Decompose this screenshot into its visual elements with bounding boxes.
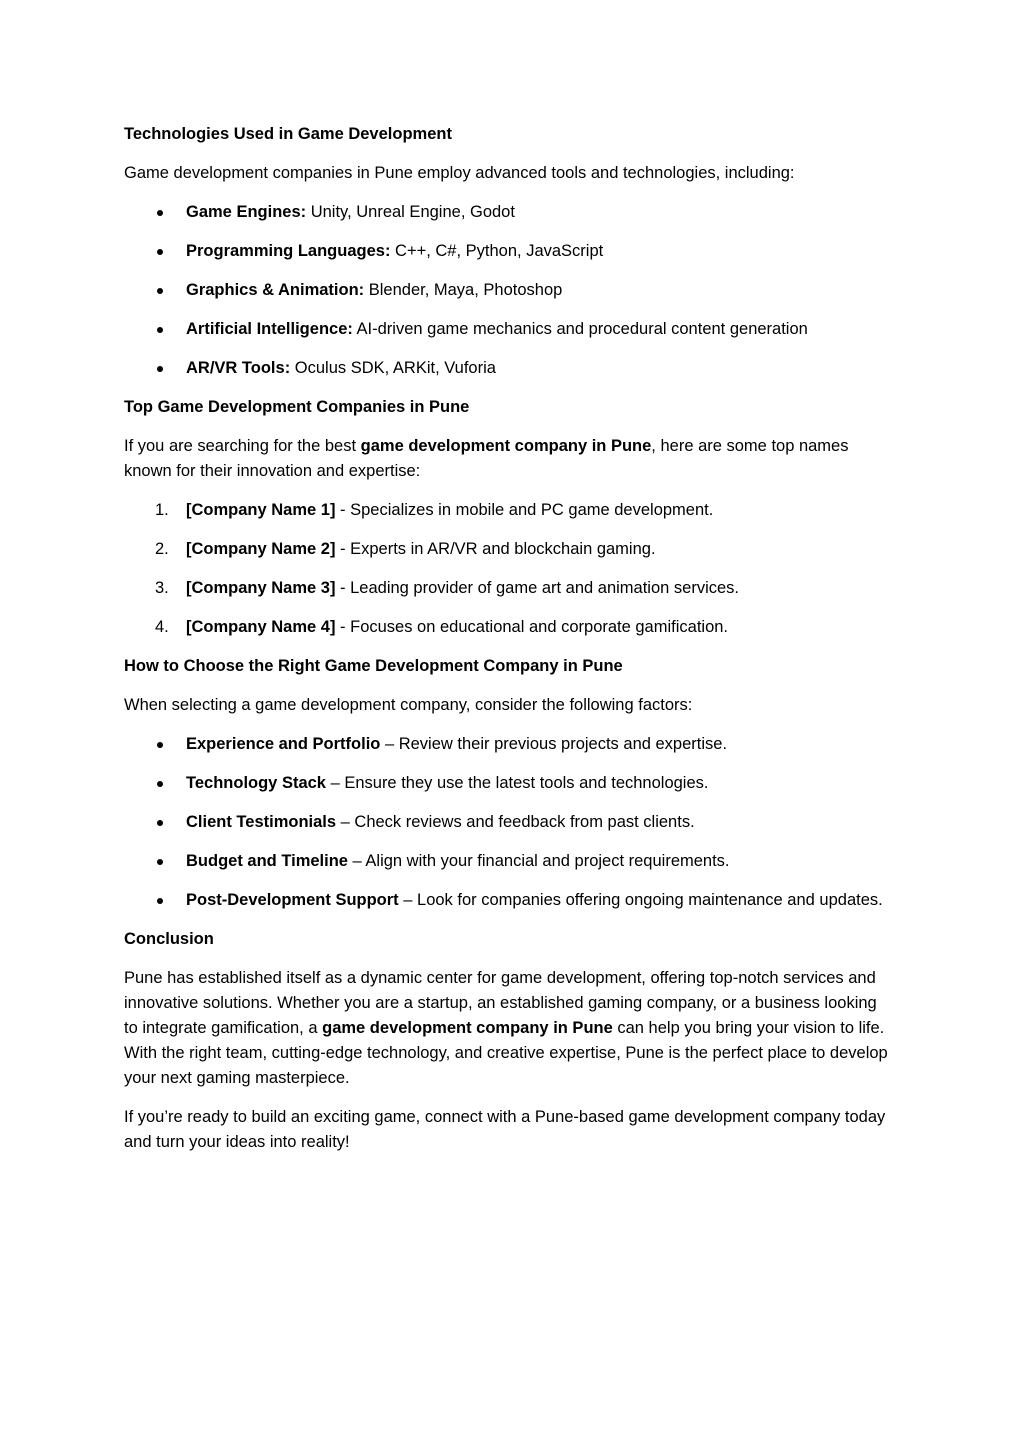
technologies-heading: Technologies Used in Game Development (124, 125, 452, 143)
choose-list (124, 732, 889, 913)
item-label: Budget and Timeline (186, 852, 348, 870)
bullet-icon (155, 356, 165, 372)
bullet-icon (155, 278, 165, 294)
top-companies-list (124, 498, 889, 640)
list-item (124, 537, 889, 562)
bullet-icon (155, 849, 165, 865)
bullet-icon (155, 200, 165, 216)
technologies-intro: Game development companies in Pune employ advanced tools and technologies, including: (124, 164, 795, 182)
list-item (124, 239, 889, 264)
item-text: - Specializes in mobile and PC game development. (335, 501, 714, 519)
item-label: Graphics & Animation: (186, 281, 365, 299)
list-item (124, 278, 889, 303)
item-text: - Leading provider of game art and animation services. (335, 579, 740, 597)
item-text: Blender, Maya, Photoshop (364, 281, 563, 299)
intro-text: If you are searching for the best (124, 437, 361, 455)
bullet-icon (155, 317, 165, 333)
list-item (124, 771, 889, 796)
list-item (124, 498, 889, 523)
item-label: [Company Name 4] (186, 618, 336, 636)
paragraph-text: Pune has established itself as a dynamic center for game development, offering top-notch services and innovative solutions. Whether you are a startup, an established gaming company, or a business looking to integrate gamification, a (124, 969, 877, 1037)
item-number: 3. (155, 579, 169, 597)
list-item (124, 317, 889, 342)
list-item (124, 888, 889, 913)
item-text: - Focuses on educational and corporate gamification. (335, 618, 729, 636)
bullet-icon (155, 732, 165, 748)
item-text: AI-driven game mechanics and procedural content generation (352, 320, 808, 338)
item-number: 2. (155, 540, 169, 558)
item-text: – Look for companies offering ongoing maintenance and updates. (398, 891, 883, 909)
intro-text: , here are some top names known for their innovation and expertise: (124, 437, 849, 480)
item-text: - Experts in AR/VR and blockchain gaming. (335, 540, 656, 558)
choose-heading: How to Choose the Right Game Development Company in Pune (124, 657, 623, 675)
item-text: Unity, Unreal Engine, Godot (306, 203, 515, 221)
list-item (124, 732, 889, 757)
item-label: Game Engines: (186, 203, 307, 221)
choose-intro: When selecting a game development company, consider the following factors: (124, 696, 693, 714)
item-label: [Company Name 1] (186, 501, 336, 519)
item-label: Experience and Portfolio (186, 735, 381, 753)
paragraph-text: can help you bring your vision to life. With the right team, cutting-edge technology, and creative expertise, Pune is the perfect place to develop your next gaming masterpiece. (124, 1019, 888, 1087)
item-label: Programming Languages: (186, 242, 391, 260)
item-number: 1. (155, 501, 169, 519)
technologies-list (124, 200, 889, 381)
bullet-icon (155, 771, 165, 787)
item-text: C++, C#, Python, JavaScript (390, 242, 604, 260)
item-label: Artificial Intelligence: (186, 320, 353, 338)
item-label: Post-Development Support (186, 891, 399, 909)
item-text: Oculus SDK, ARKit, Vuforia (290, 359, 496, 377)
item-text: – Ensure they use the latest tools and technologies. (325, 774, 709, 792)
list-item (124, 200, 889, 225)
document-page (124, 122, 889, 1169)
item-text: – Check reviews and feedback from past clients. (336, 813, 695, 831)
bullet-icon (155, 239, 165, 255)
list-item (124, 849, 889, 874)
item-label: [Company Name 2] (186, 540, 336, 558)
top-companies-heading: Top Game Development Companies in Pune (124, 398, 470, 416)
item-label: Client Testimonials (186, 813, 337, 831)
conclusion-paragraph-2: If you’re ready to build an exciting game, connect with a Pune-based game development company today and turn your ideas into reality! (124, 1108, 886, 1151)
item-label: Technology Stack (186, 774, 326, 792)
top-companies-intro (124, 434, 889, 484)
list-item (124, 576, 889, 601)
conclusion-paragraph-1 (124, 966, 889, 1091)
bullet-icon (155, 888, 165, 904)
item-label: AR/VR Tools: (186, 359, 291, 377)
intro-bold: game development company in Pune (360, 437, 652, 455)
item-text: – Review their previous projects and expertise. (380, 735, 728, 753)
item-text: – Align with your financial and project requirements. (347, 852, 730, 870)
paragraph-bold: game development company in Pune (322, 1019, 613, 1037)
item-label: [Company Name 3] (186, 579, 336, 597)
list-item (124, 615, 889, 640)
list-item (124, 356, 889, 381)
bullet-icon (155, 810, 165, 826)
item-number: 4. (155, 618, 169, 636)
conclusion-heading: Conclusion (124, 930, 214, 948)
list-item (124, 810, 889, 835)
